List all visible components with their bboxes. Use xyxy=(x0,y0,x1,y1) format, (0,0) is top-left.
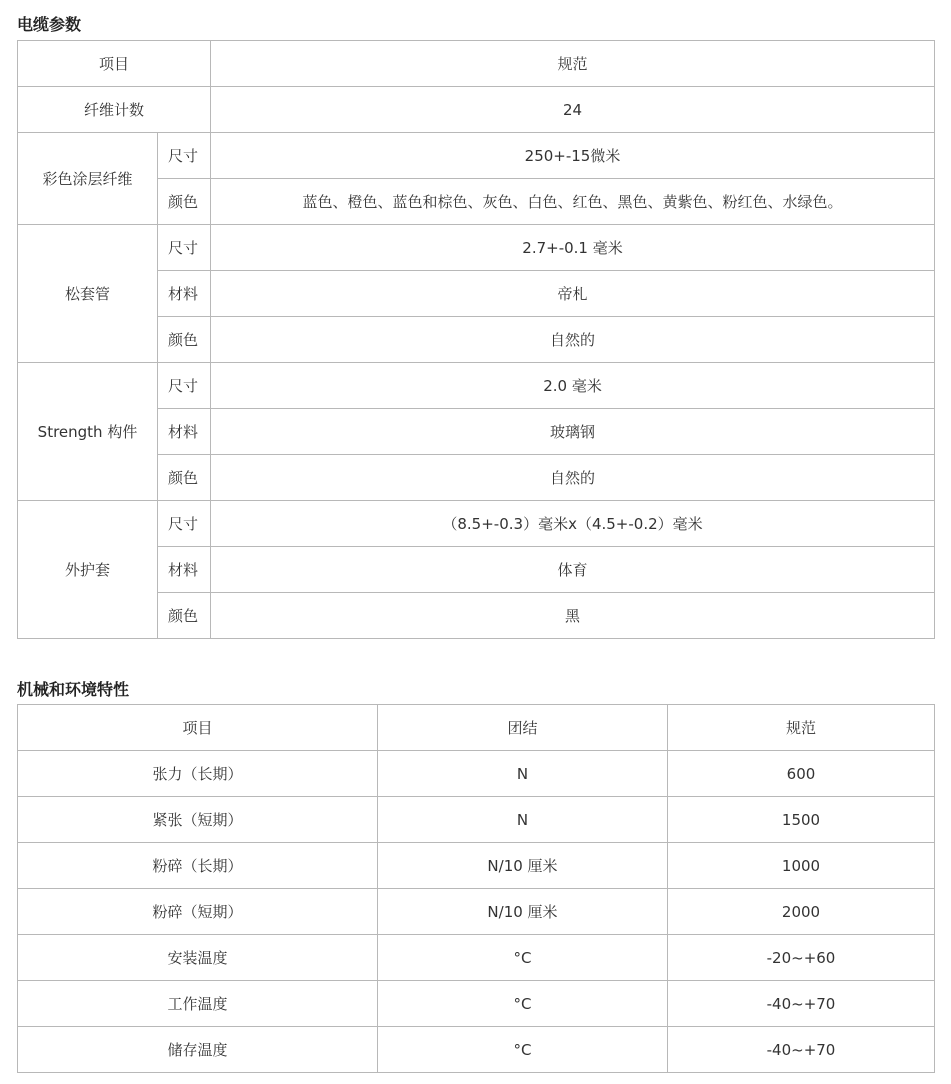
table-header-row xyxy=(18,41,935,87)
table-row xyxy=(18,935,935,981)
row-unit: N/10 厘米 xyxy=(378,889,668,935)
group-name: Strength 构件 xyxy=(18,363,158,501)
attr-label: 材料 xyxy=(158,547,211,593)
attr-label: 颜色 xyxy=(158,593,211,639)
fiber-count-label: 纤维计数 xyxy=(18,87,211,133)
attr-value: 2.0 毫米 xyxy=(211,363,935,409)
attr-value: 自然的 xyxy=(211,317,935,363)
attr-label: 尺寸 xyxy=(158,363,211,409)
row-unit: °C xyxy=(378,935,668,981)
row-item: 张力（长期） xyxy=(18,751,378,797)
row-item: 安装温度 xyxy=(18,935,378,981)
table-row xyxy=(18,1027,935,1073)
table-row xyxy=(18,843,935,889)
group-name: 外护套 xyxy=(18,501,158,639)
table-row xyxy=(18,87,935,133)
attr-value: 体育 xyxy=(211,547,935,593)
attr-label: 材料 xyxy=(158,271,211,317)
row-spec: 2000 xyxy=(668,889,935,935)
row-item: 粉碎（短期） xyxy=(18,889,378,935)
row-unit: °C xyxy=(378,1027,668,1073)
row-item: 粉碎（长期） xyxy=(18,843,378,889)
row-spec: -40~+70 xyxy=(668,1027,935,1073)
row-spec: 1500 xyxy=(668,797,935,843)
fiber-count-value: 24 xyxy=(211,87,935,133)
row-spec: -40~+70 xyxy=(668,981,935,1027)
table-row xyxy=(18,363,935,409)
attr-label: 颜色 xyxy=(158,179,211,225)
attr-value: 帝札 xyxy=(211,271,935,317)
attr-label: 尺寸 xyxy=(158,501,211,547)
row-item: 紧张（短期） xyxy=(18,797,378,843)
cable-params-table xyxy=(17,40,935,639)
header-spec: 规范 xyxy=(668,705,935,751)
header-spec: 规范 xyxy=(211,41,935,87)
attr-value: 250+-15微米 xyxy=(211,133,935,179)
row-spec: -20~+60 xyxy=(668,935,935,981)
attr-value: 自然的 xyxy=(211,455,935,501)
attr-value: 黑 xyxy=(211,593,935,639)
attr-value: （8.5+-0.3）毫米x（4.5+-0.2）毫米 xyxy=(211,501,935,547)
attr-label: 颜色 xyxy=(158,455,211,501)
table-row xyxy=(18,981,935,1027)
mech-env-table xyxy=(17,704,935,1073)
attr-label: 颜色 xyxy=(158,317,211,363)
attr-value: 玻璃钢 xyxy=(211,409,935,455)
cable-params-title: 电缆参数 xyxy=(17,15,82,34)
row-spec: 600 xyxy=(668,751,935,797)
attr-value: 蓝色、橙色、蓝色和棕色、灰色、白色、红色、黑色、黄紫色、粉红色、水绿色。 xyxy=(211,179,935,225)
row-unit: °C xyxy=(378,981,668,1027)
row-spec: 1000 xyxy=(668,843,935,889)
group-name: 松套管 xyxy=(18,225,158,363)
table-header-row xyxy=(18,705,935,751)
row-unit: N xyxy=(378,751,668,797)
attr-value: 2.7+-0.1 毫米 xyxy=(211,225,935,271)
table-row xyxy=(18,133,935,179)
row-unit: N xyxy=(378,797,668,843)
attr-label: 材料 xyxy=(158,409,211,455)
table-row xyxy=(18,751,935,797)
table-row xyxy=(18,225,935,271)
table-row xyxy=(18,889,935,935)
row-item: 储存温度 xyxy=(18,1027,378,1073)
header-unit: 团结 xyxy=(378,705,668,751)
table-row xyxy=(18,797,935,843)
group-name: 彩色涂层纤维 xyxy=(18,133,158,225)
header-item: 项目 xyxy=(18,705,378,751)
row-item: 工作温度 xyxy=(18,981,378,1027)
table-row xyxy=(18,501,935,547)
attr-label: 尺寸 xyxy=(158,133,211,179)
row-unit: N/10 厘米 xyxy=(378,843,668,889)
attr-label: 尺寸 xyxy=(158,225,211,271)
header-item: 项目 xyxy=(18,41,211,87)
mech-env-title: 机械和环境特性 xyxy=(17,680,130,699)
